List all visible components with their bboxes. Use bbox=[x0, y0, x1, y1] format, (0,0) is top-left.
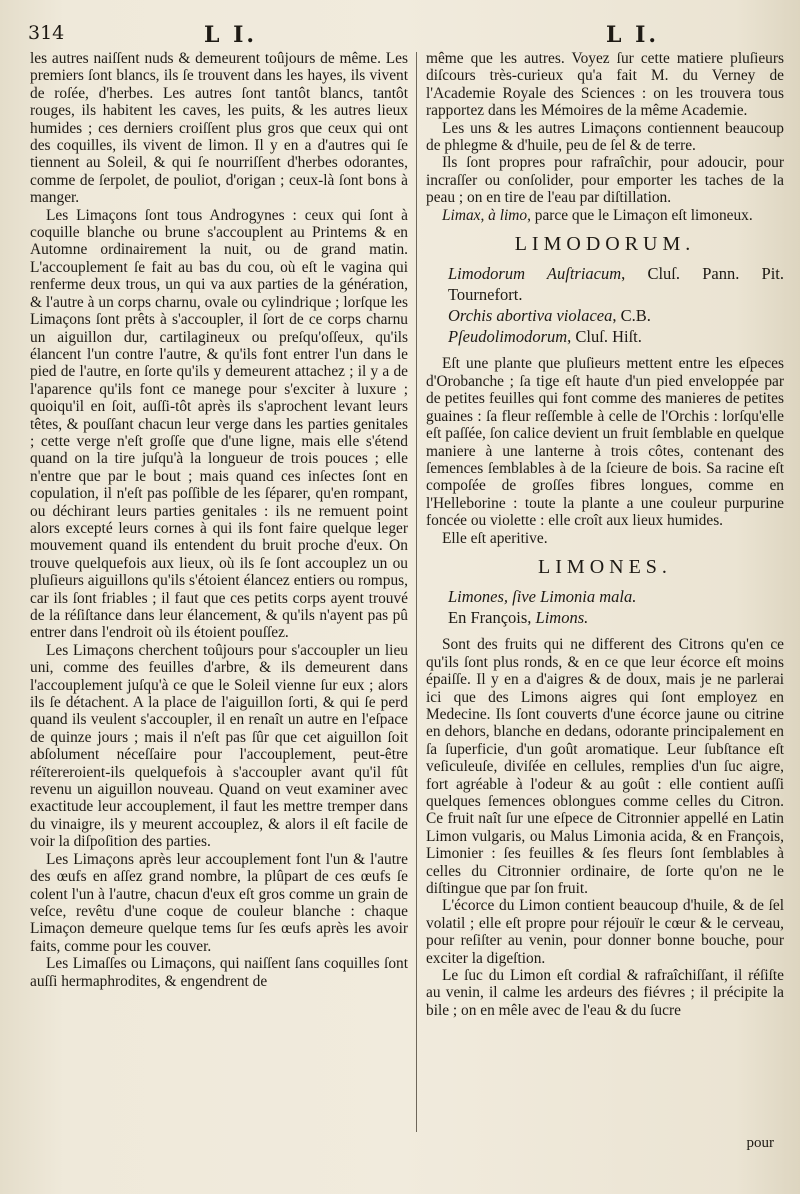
synonym-line bbox=[426, 607, 784, 628]
column-divider bbox=[416, 52, 417, 1132]
paragraph: Les Limaçons cherchent toûjours pour s'accoupler un lieu uni, comme des feuilles d'arbre, & ils demeurent dans l'accouplement juſqu'à ce que le Soleil vienne ſur eux ; alors ils ſe détachent. A la place de l'aiguillon ſorti, & qui ſe perd quand ils veulent s'accoupler, il en renaît un autre en l'eſpace de quinze jours ; mais il n'eſt pas ſûr que cet aiguillon ſoit abſolument néceſſaire pour l'accouplement, peut-être réïtereroient-ils quelquefois à s'accoupler avant qu'il fût revenu un aiguillon nouveau. Quand on veut examiner avec exactitude leur accouplement, il faut les mettre tremper dans du vinaigre, ils y meurent accouplez, & alors il eſt facile de voir la diſpoſition des parties. bbox=[30, 641, 408, 851]
paragraph: même que les autres. Voyez ſur cette matiere pluſieurs diſcours très-curieux qu'a fait M. du Verney de l'Academie Royale des Sciences : on les trouvera tous rapportez dans les Mémoires de la même Academie. bbox=[426, 50, 784, 120]
paragraph: L'écorce du Limon contient beaucoup d'huile, & de ſel volatil ; elle eſt propre pour réjouïr le cœur & le cerveau, pour reſiſter au venin, pour donner bonne bouche, pour exciter la digeſtion. bbox=[426, 897, 784, 967]
page-number: 314 bbox=[28, 22, 65, 44]
left-column bbox=[30, 50, 408, 990]
synonym-line bbox=[426, 305, 784, 326]
entry-heading-limodorum: LIMODORUM. bbox=[514, 233, 696, 256]
synonym-label: En François, bbox=[448, 608, 532, 628]
entry-heading-limones: LIMONES. bbox=[538, 555, 672, 578]
synonym-name: Orchis abortiva violacea bbox=[448, 306, 613, 326]
synonym-reference: , C.B. bbox=[612, 306, 651, 326]
synonym-name: Limones, ſive Limonia mala. bbox=[448, 587, 637, 607]
synonym-reference: , Cluſ. Pann. Pit. Tournefort. bbox=[448, 264, 784, 305]
etymology-text: , parce que le Limaçon eſt limoneux. bbox=[527, 206, 753, 224]
synonym-line bbox=[426, 326, 784, 347]
paragraph: Ils ſont propres pour rafraîchir, pour adoucir, pour incraſſer ou conſolider, pour emporter les taches de la peau ; on en tire de l'eau par diſtillation. bbox=[426, 154, 784, 207]
spacer bbox=[426, 347, 784, 355]
synonym-line bbox=[426, 586, 784, 607]
paragraph: les autres naiſſent nuds & demeurent toûjours de même. Les premiers ſont blancs, ils ſe trouvent dans les hayes, ils vivent de roſée, d'herbes. Les autres ſont tantôt blancs, tantôt rouges, ils habitent les caves, les puits, & les autres lieux humides ; ces derniers croiſſent plus gros que ceux qui ont des coquilles, ils vivent de limon. Il y en a d'autres qui ſe tiennent au Soleil, & qui ſe nourriſſent d'herbes odorantes, comme de ſerpolet, de pouliot, d'origan ; ceux-là ſont bons à manger. bbox=[30, 50, 408, 207]
paragraph: Les Limaçons ſont tous Androgynes : ceux qui ſont à coquille blanche ou brune s'accouplent au Printems & en Automne ordinairement la nuit, ou de grand matin. L'accouplement ſe fait au bas du cou, où eſt le vagina qui renferme deux trous, un qui va aux parties de la génération, & l'autre à un corps charnu, ovale ou cylindrique ; lorſque les Limaçons ſont prêts à s'accoupler, il ſort de ce corps charnu un aiguillon dur, cartilagineux ou preſqu'oſſeux, qu'ils élancent l'un contre l'autre, & qu'ils font entrer l'un dans le pied de l'autre, en ſorte qu'ils y demeurent attachez ; il y a de l'aparence qu'ils font ce manege pour s'exciter à luxure ; quoiqu'il en ſoit, auſſi-tôt après ils s'aprochent levant leurs têtes, & pouſſant chacun leur verge dans les parties genitales ; cette verge n'eſt groſſe que d'une ligne, mais elle s'étend quand on la tire juſqu'à la longueur de trois pouces ; elle n'entre que par le bout ; mais quand ces inſectes ſont en copulation, il n'eſt pas poſſible de les ſéparer, qu'en rompant, ou déchirant leurs parties genitales : ils ne remuent point alors excepté leurs cornes à qui ils font faire quelque leger mouvement quand ils entendent du bruit proche d'eux. On trouve quelquefois aux lieux, où ils ſe ſont accouplez un ou pluſieurs aiguillons qu'ils s'étoient élancez entiers ou rompus, car ils ſont friables ; il faut que ces petits corps ayent trouvé de la réſiſtance dans leur élancement, & qu'ils n'ayent pas pû entrer dans l'endroit où ils étoient pouſſez. bbox=[30, 206, 408, 642]
running-head-left: L I. bbox=[204, 22, 258, 48]
paragraph: Sont des fruits qui ne different des Citrons qu'en ce qu'ils ſont plus ronds, & en ce que leur écorce eſt moins épaiſſe. Il y en a d'aigres & de doux, mais je ne parlerai ici que des Limons aigres qui ſont employez en Medecine. Ils ſont couverts d'une écorce jaune ou citrine en dehors, blanche en dedans, odorante principalement en ſa ſuperficie, d'un goût aromatique. Leur ſubſtance eſt veſiculeuſe, diviſée en cellules, remplies d'un ſuc aigre, fort agréable à l'odeur & au goût : elle contient auſſi quelques ſemences oblongues comme celles du Citron. Ce fruit naît ſur une eſpece de Citronnier appellé en Latin Limon vulgaris, ou Malus Limonia acida, & en François, Limonier : ſes feuilles & ſes fleurs ſont ſemblables à celles du Citronnier ordinaire, de ſorte qu'on ne le diſtingue que par ſon fruit. bbox=[426, 636, 784, 898]
page-header bbox=[0, 22, 800, 50]
synonym-name: Limons. bbox=[535, 608, 589, 628]
running-head-right: L I. bbox=[606, 22, 660, 48]
paragraph: Les uns & les autres Limaçons contiennent beaucoup de phlegme & d'huile, peu de ſel & de terre. bbox=[426, 119, 784, 155]
synonym-line bbox=[426, 263, 784, 305]
right-column bbox=[426, 50, 784, 1019]
etymology-term: Limax, à limo bbox=[442, 206, 528, 224]
catchword: pour bbox=[746, 1135, 774, 1151]
synonym-reference: , Cluſ. Hiſt. bbox=[567, 327, 642, 347]
etymology-paragraph bbox=[426, 207, 784, 224]
synonym-name: Limodorum Auſtriacum bbox=[448, 264, 622, 284]
paragraph: Eſt une plante que pluſieurs mettent entre les eſpeces d'Orobanche ; ſa tige eſt haute d'un pied enveloppée par de petites feuilles qui font comme des manieres de petites guaines : ſa fleur reſſemble à celle de l'Orchis : lorſqu'elle eſt paſſée, ſon calice devient un fruit ſemblable en quelque maniere à une lanterne à trois côtes, contenant des ſemences ſemblables à de la ſcieure de bois. Sa racine eſt compoſée de groſſes fibres longues, comme en l'Helleborine : toute la plante a une couleur purpurine foncée ou violette : elle croît aux lieux humides. bbox=[426, 355, 784, 530]
paragraph: Le ſuc du Limon eſt cordial & rafraîchiſſant, il réſiſte au venin, il calme les ardeurs des fiévres ; il précipite la bile ; on en mêle avec de l'eau & du ſucre bbox=[426, 967, 784, 1019]
spacer bbox=[426, 628, 784, 636]
paragraph: Les Limaçons après leur accouplement font l'un & l'autre des œufs en aſſez grand nombre, la plûpart de ces œufs ſe colent l'un à l'autre, chacun d'eux eſt gros comme un grain de veſce, revêtu d'une coque de couleur blanche : chaque Limaçon demeure quelque tems ſur ſes œufs après les avoir faits, comme pour les couver. bbox=[30, 850, 408, 955]
paragraph: Elle eſt aperitive. bbox=[442, 529, 548, 547]
synonym-name: Pſeudolimodorum bbox=[448, 327, 568, 347]
paragraph: Les Limaſſes ou Limaçons, qui naiſſent ſans coquilles ſont auſſi hermaphrodites, & engendrent de bbox=[30, 955, 408, 990]
